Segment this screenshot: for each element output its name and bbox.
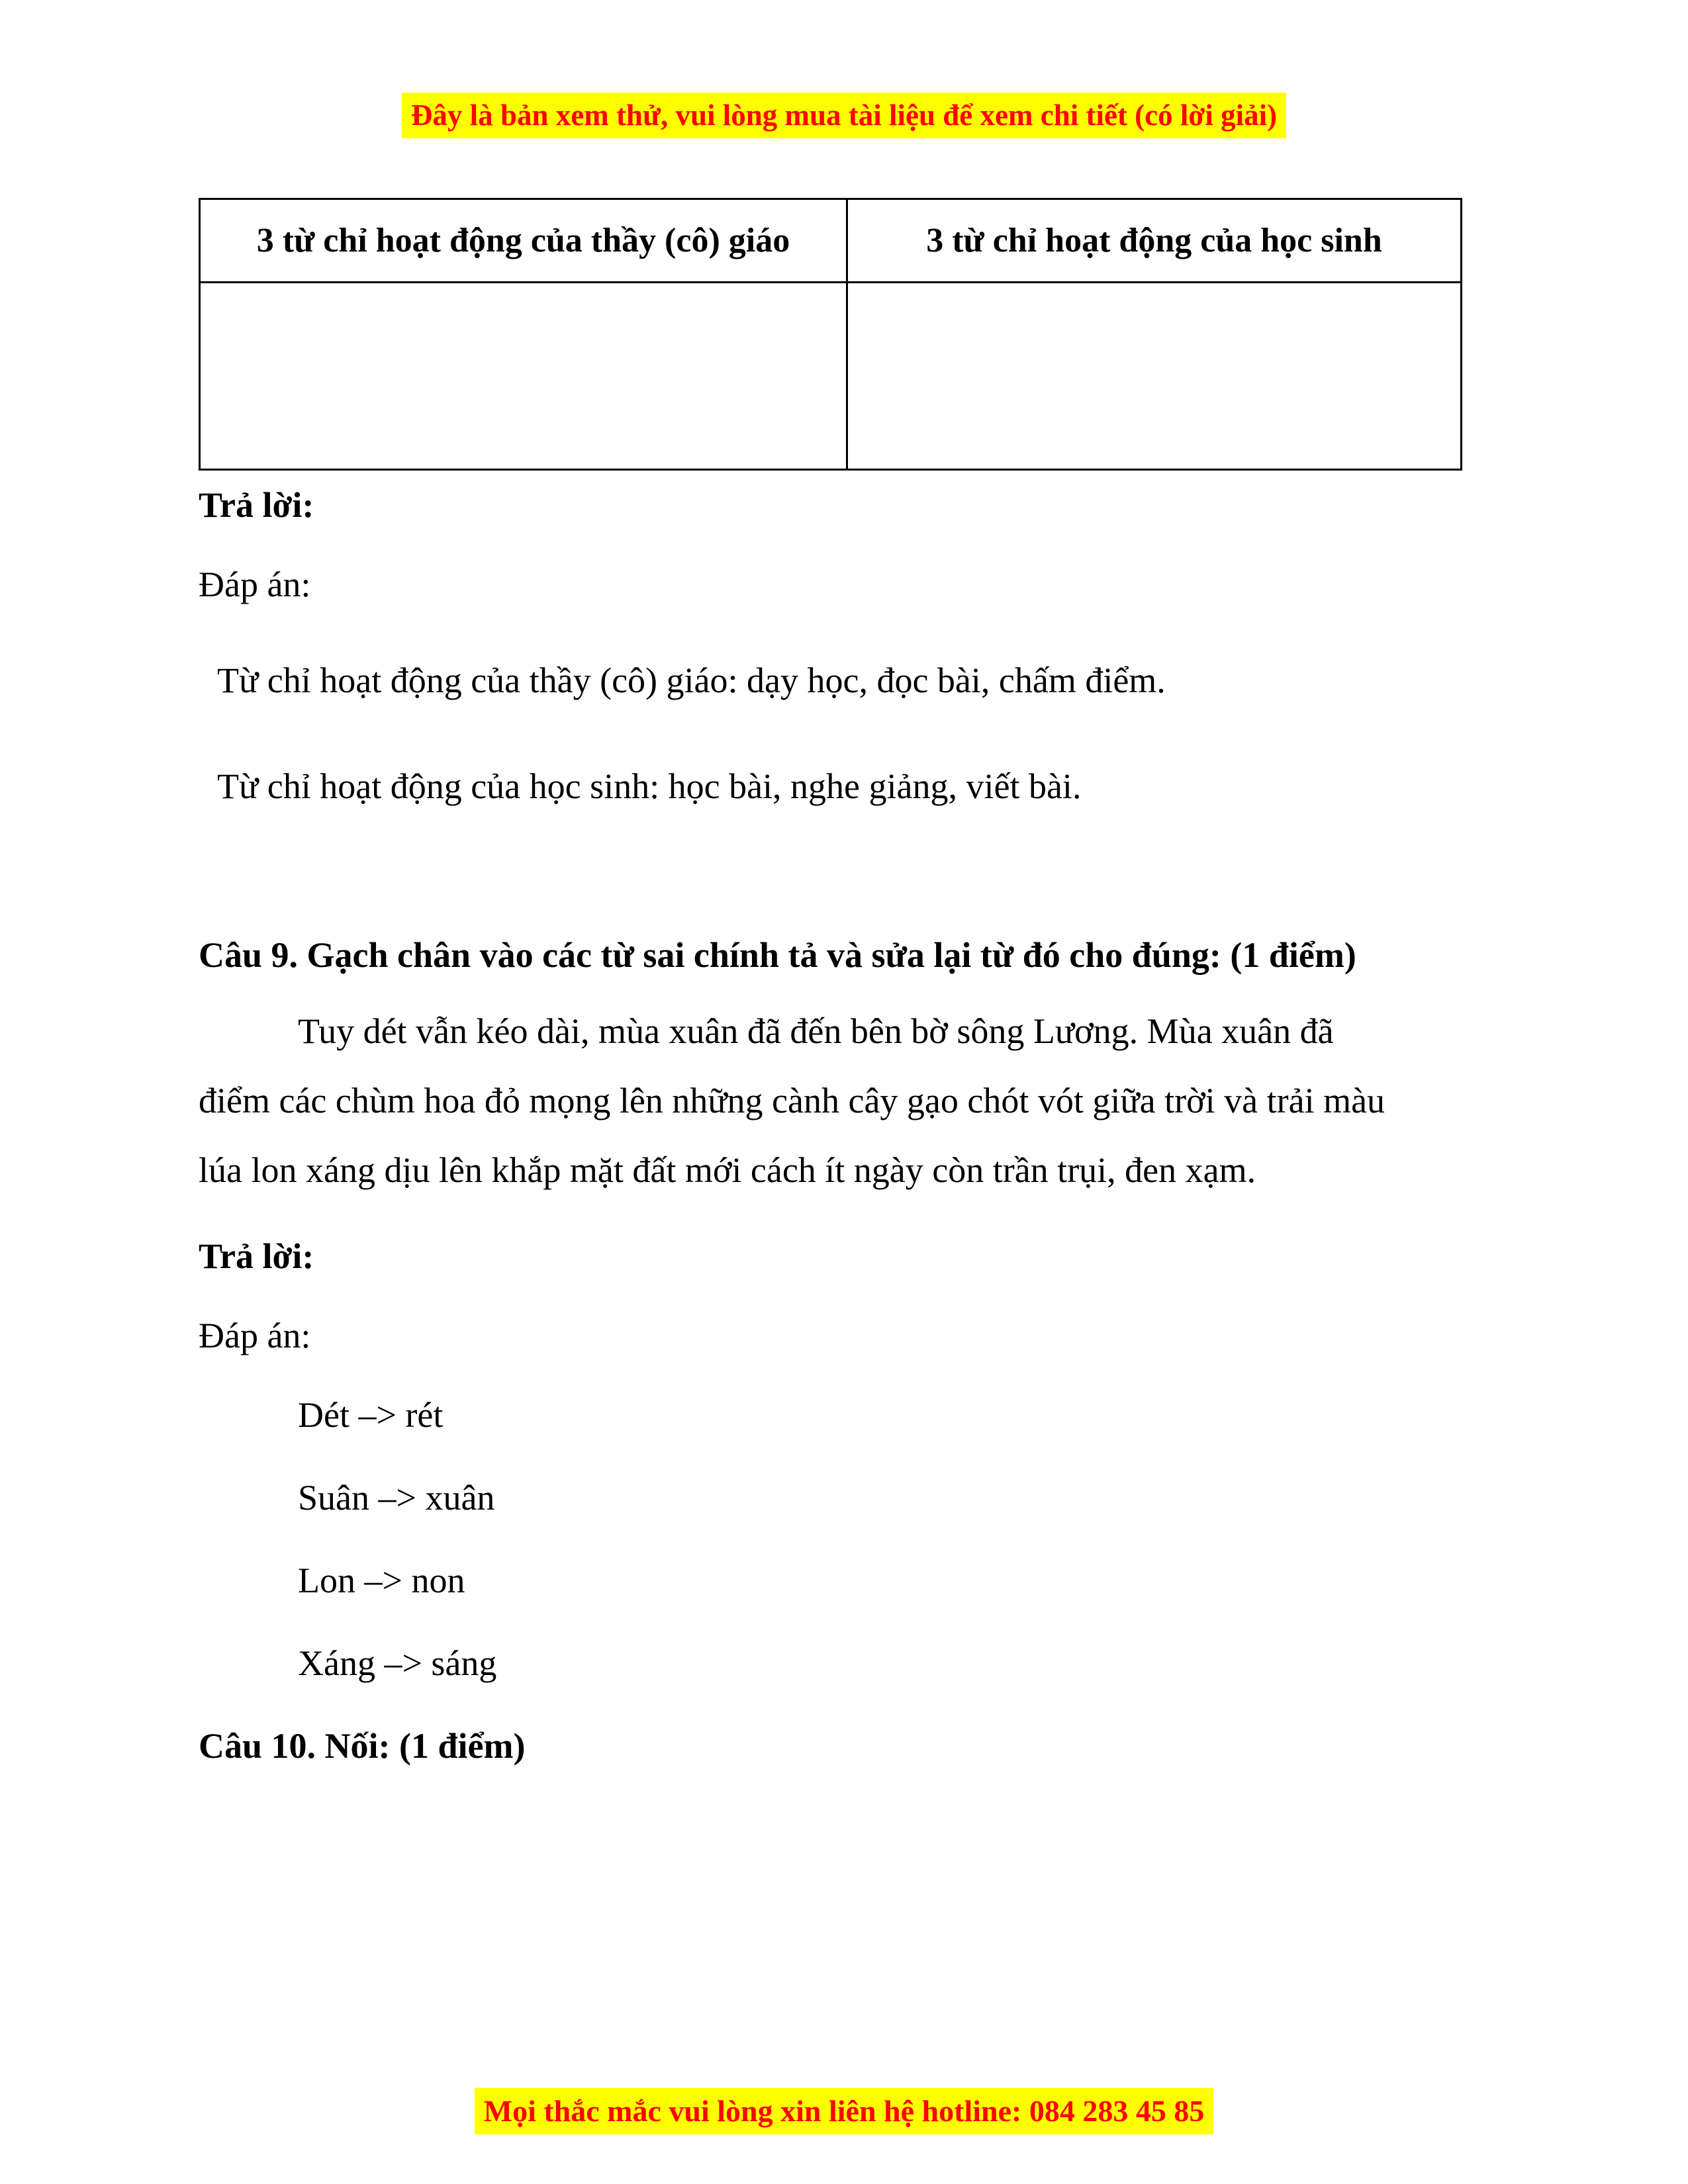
table-header-teacher-activities: 3 từ chỉ hoạt động của thầy (cô) giáo: [200, 199, 847, 283]
correction-item: Xáng –> sáng: [298, 1643, 497, 1683]
question-9-heading: Câu 9. Gạch chân vào các từ sai chính tả và sửa lại từ đó cho đúng: (1 điểm): [199, 935, 1356, 975]
answer-label-1: Đáp án:: [199, 565, 311, 604]
question-10-heading: Câu 10. Nối: (1 điểm): [199, 1726, 526, 1766]
table-body-row: [200, 283, 1462, 470]
hotline-footer: Mọi thắc mắc vui lòng xin liên hệ hotline: 084 283 45 85: [475, 2088, 1214, 2134]
banner-row: [0, 0, 1688, 138]
table-header-row: [200, 199, 1462, 283]
document-content: [199, 198, 1483, 1781]
correction-item: Dét –> rét: [298, 1395, 444, 1435]
footer-row: [0, 2088, 1688, 2134]
passage-line: điểm các chùm hoa đỏ mọng lên những cành cây gạo chót vót giữa trời và trải màu: [199, 1081, 1385, 1120]
table-header-student-activities: 3 từ chỉ hoạt động của học sinh: [847, 199, 1462, 283]
answer-line-teacher: Từ chỉ hoạt động của thầy (cô) giáo: dạy học, đọc bài, chấm điểm.: [217, 660, 1166, 700]
passage-line: Tuy dét vẫn kéo dài, mùa xuân đã đến bên bờ sông Lương. Mùa xuân đã: [298, 1011, 1334, 1051]
passage-line: lúa lon xáng dịu lên khắp mặt đất mới cách ít ngày còn trần trụi, đen xạm.: [199, 1150, 1256, 1190]
question-9-passage: [199, 997, 1483, 1205]
activities-table: [199, 198, 1462, 471]
reply-label-2: Trả lời:: [199, 1236, 314, 1276]
answer-line-student: Từ chỉ hoạt động của học sinh: học bài, nghe giảng, viết bài.: [217, 766, 1082, 806]
table-cell-teacher-answers: [200, 283, 847, 470]
correction-item: Suân –> xuân: [298, 1478, 495, 1518]
table-cell-student-answers: [847, 283, 1462, 470]
correction-item: Lon –> non: [298, 1561, 465, 1600]
answer-label-2: Đáp án:: [199, 1316, 311, 1355]
preview-notice-banner: Đây là bản xem thử, vui lòng mua tài liệu để xem chi tiết (có lời giải): [402, 93, 1286, 138]
reply-label-1: Trả lời:: [199, 485, 314, 525]
